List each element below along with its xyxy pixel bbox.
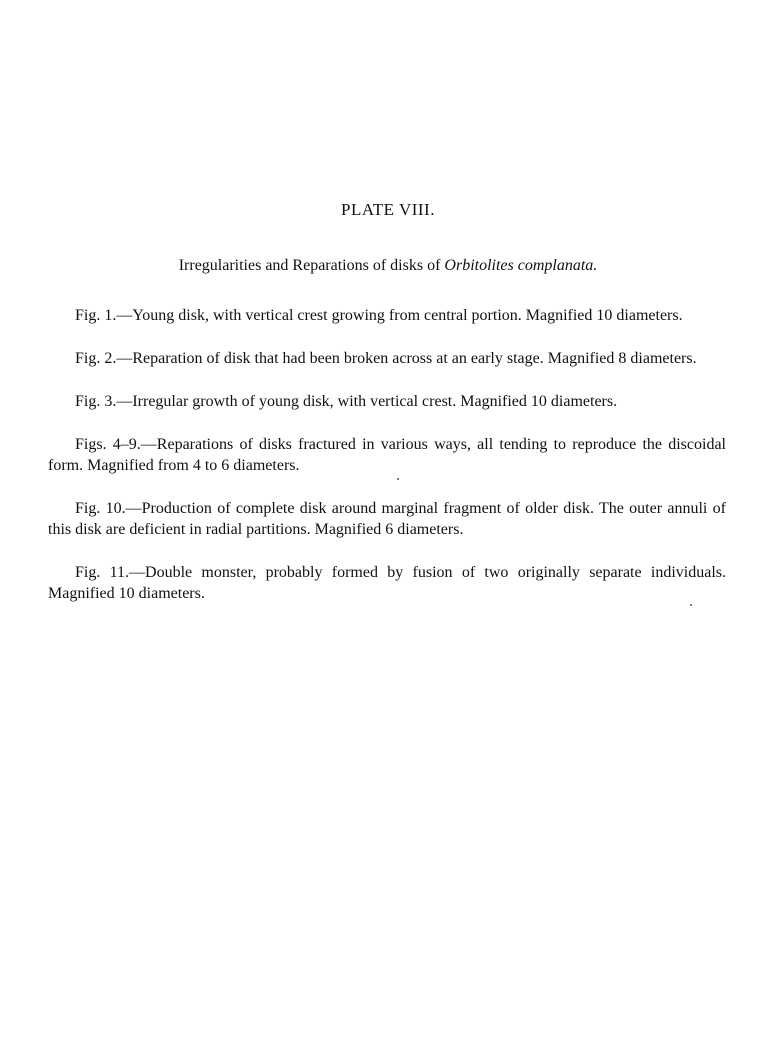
caption-fig-2: Fig. 2.—Reparation of disk that had been broken across at an early stage. Magnified 8 diameters. <box>75 350 697 367</box>
plate-subtitle <box>0 257 776 275</box>
caption-fig-3: Fig. 3.—Irregular growth of young disk, with vertical crest. Magnified 10 diameters. <box>75 393 618 410</box>
caption-fig-11: Fig. 11.—Double monster, probably formed by fusion of two originally separate individuals. Magnified 10 diameters. <box>48 564 726 602</box>
subtitle-species: Orbitolites complanata. <box>444 257 598 274</box>
subtitle-prefix: Irregularities and Reparations of disks of <box>178 257 445 274</box>
plate-title: PLATE VIII. <box>341 200 435 219</box>
print-speck <box>690 604 692 606</box>
figure-captions <box>48 305 726 626</box>
caption-fig-10: Fig. 10.—Production of complete disk around marginal fragment of older disk. The outer annuli of this disk are deficient in radial partitions. Magnified 6 diameters. <box>48 500 726 538</box>
caption-figs-4-9: Figs. 4–9.—Reparations of disks fractured in various ways, all tending to reproduce the discoidal form. Magnified from 4 to 6 diameters. <box>48 436 726 474</box>
print-speck <box>397 478 399 480</box>
caption-fig-1: Fig. 1.—Young disk, with vertical crest growing from central portion. Magnified 10 diameters. <box>75 307 683 324</box>
